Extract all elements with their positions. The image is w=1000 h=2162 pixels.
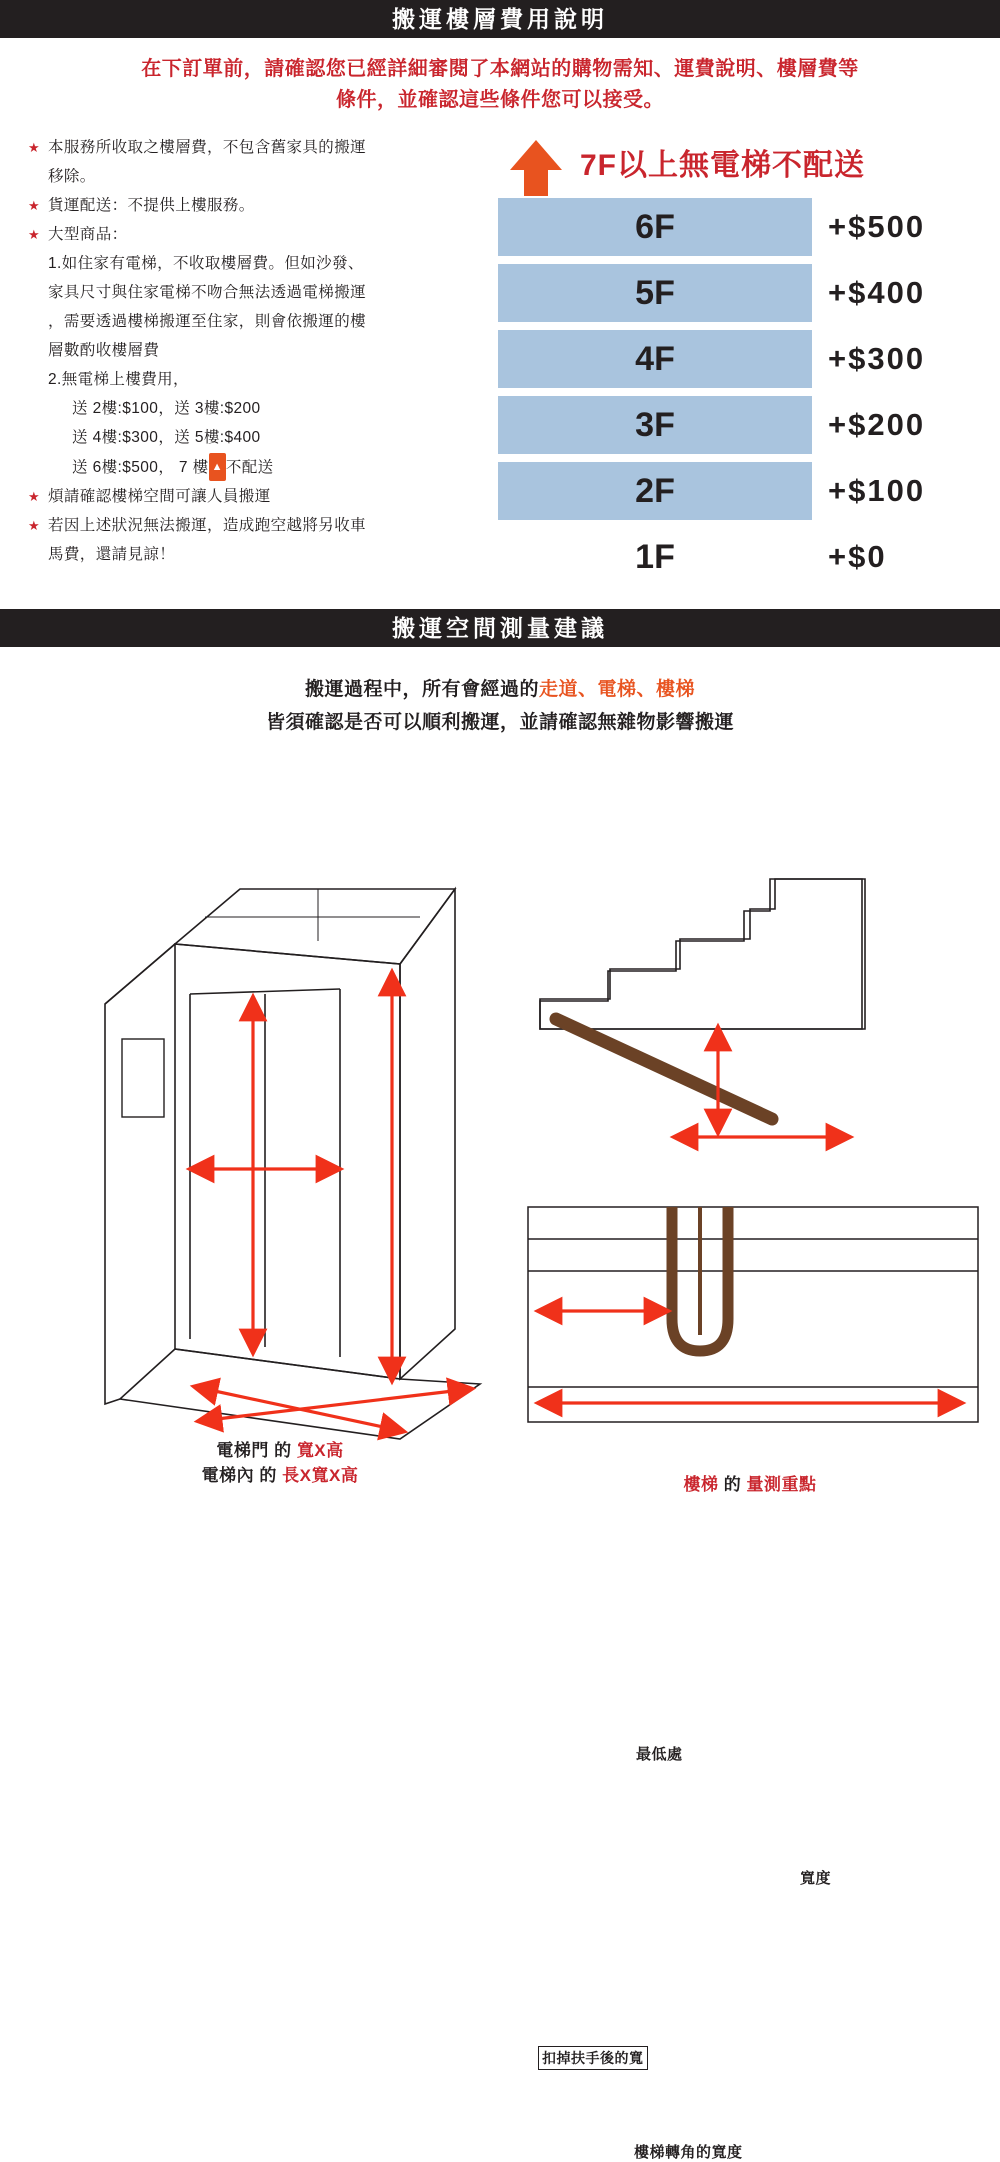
floor-price-4f: +$300 (828, 341, 926, 376)
list-item-label: 貨運配送：不提供上樓服務。 (48, 197, 255, 214)
floor-fee-chart (498, 132, 978, 594)
caption-elevator-line-1 (60, 1438, 500, 1463)
list-item (28, 512, 498, 540)
chart-row-4f (498, 330, 978, 396)
list-item-label: 送 2樓:$100，送 3樓:$200 (72, 400, 261, 417)
chart-top-row (498, 132, 978, 198)
label-corner-width: 樓梯轉角的寬度 (634, 2144, 743, 2161)
list-item (28, 221, 498, 249)
chart-row-6f (498, 198, 978, 264)
label-lowest-point: 最低處 (636, 1746, 683, 1763)
floor-price-2f: +$100 (828, 473, 926, 508)
intro-text (0, 38, 1000, 124)
notes-list (28, 134, 498, 570)
caption-elevator-door: 電梯門 (216, 1441, 269, 1460)
list-item-label: 送 6樓:$500， 7 樓 (72, 459, 209, 476)
caption-stairs (520, 1470, 980, 1495)
floor-price-6f: +$500 (828, 209, 926, 244)
star-icon: ★ (28, 140, 41, 155)
measure-intro-text-a: 搬運過程中，所有會經過的 (304, 679, 539, 700)
list-item (28, 279, 498, 307)
list-item (28, 250, 498, 278)
floor-price-3f: +$200 (828, 407, 926, 442)
star-icon: ★ (28, 198, 41, 213)
list-item (28, 395, 498, 423)
list-item (28, 453, 498, 482)
list-item-label: 家具尺寸與住家電梯不吻合無法透過電梯搬運 (48, 284, 367, 301)
measurement-diagrams (0, 739, 1000, 1439)
caption-elevator-of-2: 的 (259, 1466, 277, 1485)
floor-label-1f: 1F (498, 528, 812, 586)
list-item-label: 送 4樓:$300，送 5樓:$400 (72, 429, 261, 446)
list-item-label: ，需要透過樓梯搬運至住家，則會依搬運的樓 (48, 313, 367, 330)
list-item (28, 541, 498, 569)
measure-intro (0, 647, 1000, 739)
label-handrail-width: 扣掉扶手後的寬 (538, 2046, 648, 2070)
caption-elevator-dims-2: 長X寬X高 (282, 1466, 359, 1485)
floor-price-5f: +$400 (828, 275, 926, 310)
fee-body (0, 124, 1000, 609)
list-item-tail: 不配送 (225, 459, 274, 476)
list-item (28, 163, 498, 191)
floor-label-6f: 6F (498, 198, 812, 256)
list-item (28, 308, 498, 336)
list-item-label: 馬費，還請見諒！ (48, 546, 176, 563)
star-icon: ★ (28, 518, 41, 533)
floor-label-4f: 4F (498, 330, 812, 388)
list-item-label: 1.如住家有電梯，不收取樓層費。但如沙發、 (48, 255, 364, 272)
chart-row-2f (498, 462, 978, 528)
list-item (28, 424, 498, 452)
list-item (28, 192, 498, 220)
caption-elevator-line-2 (60, 1463, 500, 1488)
caption-stairs-word: 樓梯 (683, 1475, 719, 1494)
list-item-label: 大型商品： (48, 226, 128, 243)
label-stair-width: 寬度 (800, 1870, 832, 1887)
star-icon: ★ (28, 489, 41, 504)
section-title-measure: 搬運空間測量建議 (0, 609, 1000, 647)
list-item (28, 337, 498, 365)
list-item-label: 煩請確認樓梯空間可讓人員搬運 (48, 488, 271, 505)
caption-elevator-dims-1: 寬X高 (296, 1441, 344, 1460)
caption-elevator-of-1: 的 (274, 1441, 292, 1460)
chart-row-5f (498, 264, 978, 330)
caption-stairs-focus: 量測重點 (746, 1475, 817, 1494)
measure-intro-line-1 (0, 673, 1000, 706)
intro-line-1: 在下訂單前，請確認您已經詳細審閱了本網站的購物需知、運費說明、樓層費等 (141, 58, 859, 80)
caption-stairs-of: 的 (723, 1475, 742, 1494)
intro-line-2: 條件，並確認這些條件您可以接受。 (336, 89, 664, 111)
list-item-label: 層數酌收樓層費 (48, 342, 160, 359)
list-item (28, 366, 498, 394)
chart-top-note: 7F以上無電梯不配送 (580, 149, 866, 182)
floor-label-2f: 2F (498, 462, 812, 520)
list-item-label: 本服務所收取之樓層費，不包含舊家具的搬運 (48, 139, 367, 156)
floor-label-3f: 3F (498, 396, 812, 454)
measure-intro-line-2: 皆須確認是否可以順利搬運，並請確認無雜物影響搬運 (265, 712, 734, 733)
star-icon: ★ (28, 227, 41, 242)
list-item-label: 2.無電梯上樓費用， (48, 371, 189, 388)
caption-elevator-inside: 電梯內 (201, 1466, 255, 1485)
section-title-fee: 搬運樓層費用說明 (0, 0, 1000, 38)
floor-label-5f: 5F (498, 264, 812, 322)
chart-row-3f (498, 396, 978, 462)
list-item-label: 若因上述狀況無法搬運，造成跑空越將另收車 (48, 517, 367, 534)
measure-intro-highlight: 走道、電梯、樓梯 (539, 679, 696, 700)
list-item (28, 483, 498, 511)
list-item-label: 移除。 (48, 168, 96, 185)
caption-elevator (60, 1438, 500, 1488)
chart-row-1f (498, 528, 978, 594)
floor-price-1f: +$0 (828, 539, 887, 574)
list-item (28, 134, 498, 162)
warning-triangle-icon: ▲ (209, 453, 226, 481)
